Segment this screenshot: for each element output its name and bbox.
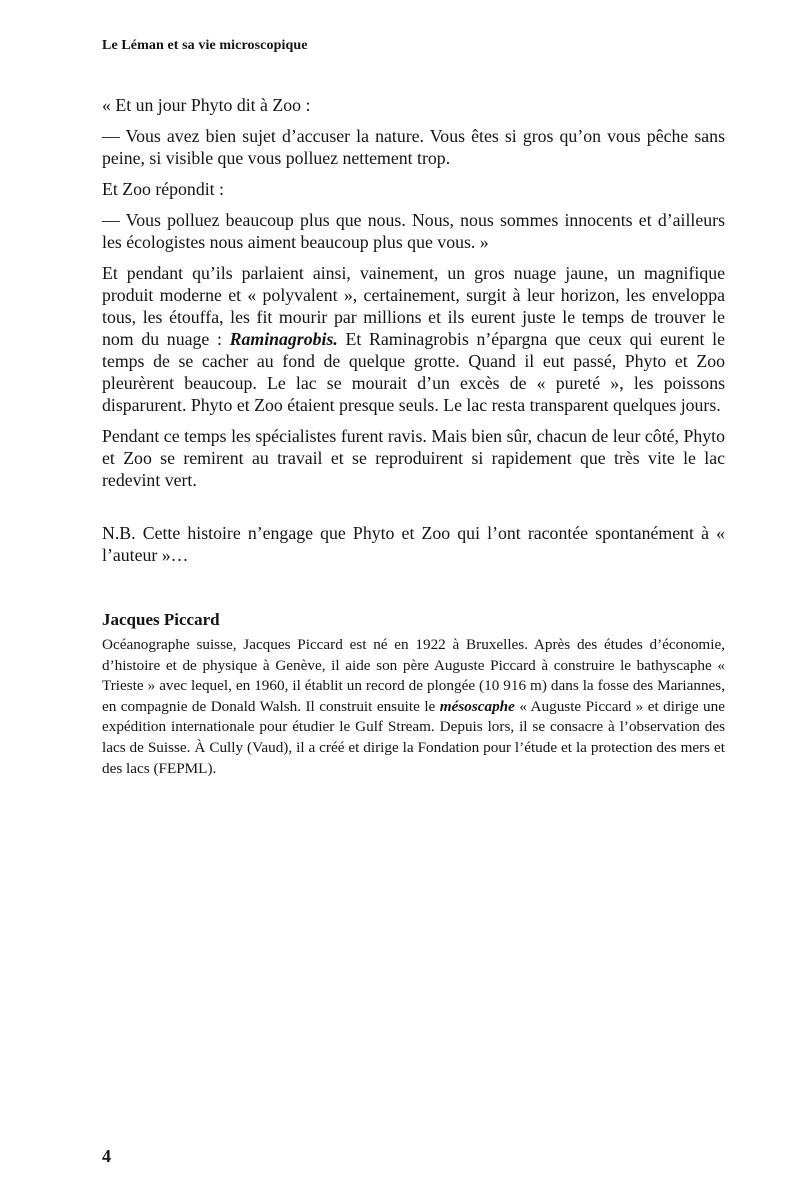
- emphasis-mesoscaphe: mésoscaphe: [439, 697, 515, 715]
- bio-text: [102, 635, 725, 779]
- bio-text-part: « Auguste Piccard » et dirige une expédition internationale pour étudier le Gulf Stream. Depuis lors, il se consacre à l’observation des lacs de Suisse. À Cully (Vaud), il a créé et dirige la Fondation pour l’étude et la protection des mers et des lacs (FEPML).: [102, 697, 725, 777]
- paragraph: — Vous polluez beaucoup plus que nous. Nous, nous sommes innocents et d’ailleurs les écologistes nous aiment beaucoup plus que vous. »: [102, 210, 725, 252]
- emphasis-raminagrobis: Raminagrobis.: [229, 329, 338, 349]
- page-number: 4: [102, 1146, 111, 1166]
- nb-note: N.B. Cette histoire n’engage que Phyto et Zoo qui l’ont racontée spontanément à « l’auteur »…: [102, 523, 725, 565]
- paragraph: Et Zoo répondit :: [102, 179, 224, 199]
- paragraph: « Et un jour Phyto dit à Zoo :: [102, 95, 311, 115]
- paragraph-text: Et Raminagrobis n’épargna que ceux qui eurent le temps de se cacher au fond de quelque grotte. Quand il eut passé, Phyto et Zoo pleurèrent beaucoup. Le lac se mourait d’un excès de « pureté », les poissons disparurent. Phyto et Zoo étaient presque seuls. Le lac resta transparent quelques jours.: [102, 329, 725, 415]
- paragraph-text: Et pendant qu’ils parlaient ainsi, vainement, un gros nuage jaune, un magnifique produit moderne et « polyvalent », certainement, surgit à leur horizon, les enveloppa tous, les étouffa, les fit mourir par millions et ils eurent juste le temps de trouver le nom du nuage :: [102, 263, 725, 349]
- bio-text-part: Océanographe suisse, Jacques Piccard est né en 1922 à Bruxelles. Après des études d’économie, d’histoire et de physique à Genève, il aide son père Auguste Piccard à construire le bathyscaphe « Trieste » avec lequel, en 1960, il établit un record de plongée (10 916 m) dans la fosse des Mariannes, en compagnie de Donald Walsh. Il construit ensuite le: [102, 636, 725, 715]
- author-bio: [102, 609, 725, 779]
- running-head: Le Léman et sa vie microscopique: [102, 38, 308, 53]
- paragraph: [102, 262, 725, 416]
- bio-name: Jacques Piccard: [102, 610, 220, 629]
- paragraph: Pendant ce temps les spécialistes furent ravis. Mais bien sûr, chacun de leur côté, Phyto et Zoo se remirent au travail et se reproduirent si rapidement que très vite le lac redevint vert.: [102, 426, 725, 490]
- paragraph: — Vous avez bien sujet d’accuser la nature. Vous êtes si gros qu’on vous pêche sans peine, si visible que vous polluez nettement trop.: [102, 126, 725, 168]
- story-text: [102, 94, 725, 575]
